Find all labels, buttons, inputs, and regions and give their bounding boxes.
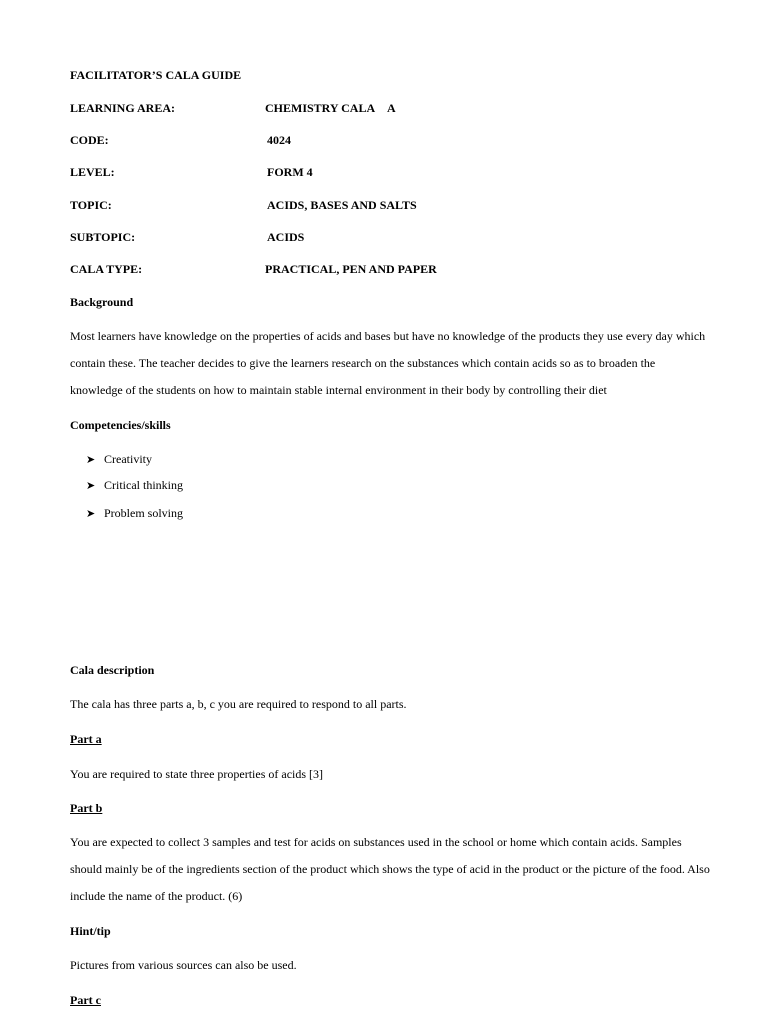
part-b-heading: Part b [70, 801, 103, 815]
code-value: 4024 [267, 133, 291, 147]
part-a-heading: Part a [70, 732, 102, 746]
level-value: FORM 4 [267, 165, 313, 179]
topic-label: TOPIC: [70, 198, 112, 212]
arrowhead-bullet-icon: ➤ [86, 454, 96, 466]
part-c-heading: Part c [70, 993, 101, 1007]
list-item-label: Critical thinking [104, 478, 183, 492]
level-label: LEVEL: [70, 165, 115, 179]
cala-type-value: PRACTICAL, PEN AND PAPER [265, 262, 437, 276]
learning-area-label: LEARNING AREA: [70, 101, 176, 115]
part-a-text: You are required to state three properties of acids [3] [70, 767, 324, 781]
arrowhead-bullet-icon: ➤ [86, 508, 96, 520]
list-item-label: Problem solving [104, 506, 184, 520]
subtopic-value: ACIDS [267, 230, 305, 244]
background-heading: Background [70, 295, 134, 309]
hint-heading: Hint/tip [70, 924, 111, 938]
subtopic-label: SUBTOPIC: [70, 230, 136, 244]
learning-area-suffix: A [387, 101, 396, 115]
cala-description-heading: Cala description [70, 663, 155, 677]
topic-value: ACIDS, BASES AND SALTS [267, 198, 417, 212]
list-item [86, 452, 152, 467]
part-b-text: You are expected to collect 3 samples and test for acids on substances used in the school or home which contain acids. Samples should mainly be of the ingredients section of the product which shows the type of acid in the product or the picture of the food. Also include the name of the product. (6) [70, 835, 710, 903]
arrowhead-bullet-icon: ➤ [86, 480, 96, 492]
list-item-label: Creativity [104, 452, 152, 466]
code-label: CODE: [70, 133, 109, 147]
list-item [86, 478, 183, 493]
learning-area-value: CHEMISTRY CALA [265, 101, 376, 115]
cala-description-text: The cala has three parts a, b, c you are required to respond to all parts. [70, 697, 407, 711]
competencies-heading: Competencies/skills [70, 418, 171, 432]
hint-text: Pictures from various sources can also be used. [70, 958, 297, 972]
cala-type-label: CALA TYPE: [70, 262, 143, 276]
document-title: FACILITATOR’S CALA GUIDE [70, 68, 242, 82]
background-text: Most learners have knowledge on the properties of acids and bases but have no knowledge of the products they use every day which contain these. The teacher decides to give the learners research on the substances which contain acids so as to broaden the knowledge of the students on how to maintain stable internal environment in their body by controlling their diet [70, 329, 706, 397]
list-item [86, 506, 183, 521]
